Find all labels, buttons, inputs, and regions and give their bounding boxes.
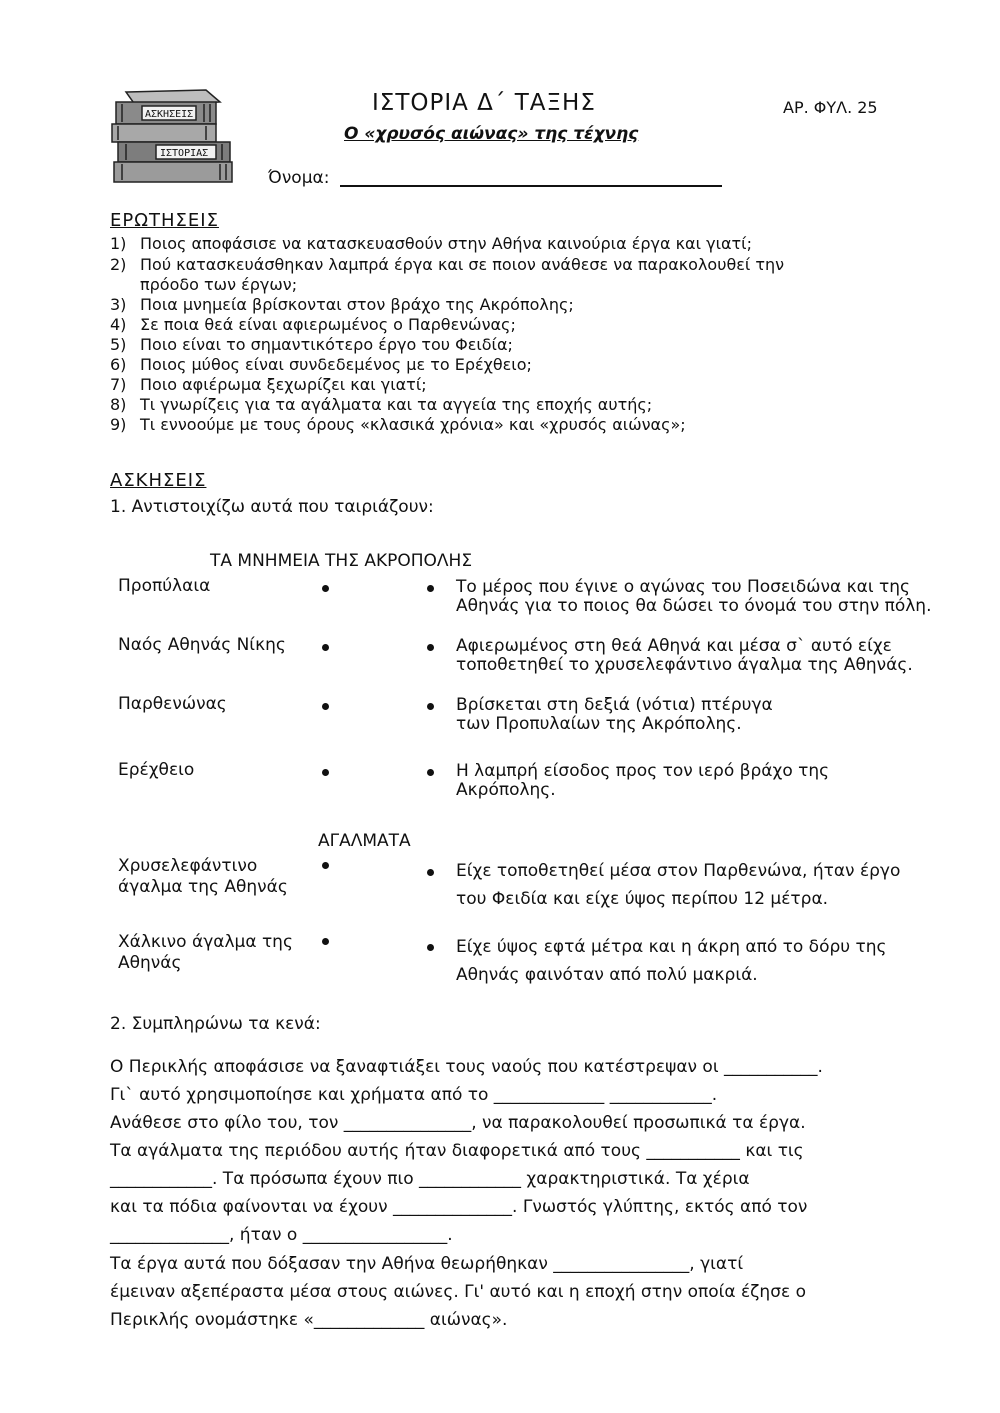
match-right-line: Ακρόπολης. (456, 780, 556, 800)
match-right-line: τοποθετηθεί το χρυσελεφάντινο άγαλμα της Αθηνάς. (456, 655, 913, 675)
match-dot-left[interactable] (322, 703, 329, 710)
match-dot-left[interactable] (322, 769, 329, 776)
match-right-line: Το μέρος που έγινε ο αγώνας του Ποσειδώνα και της (456, 577, 911, 597)
match-right-item (456, 696, 773, 734)
question-text: Ποιο είναι το σημαντικότερο έργο του Φειδία; (140, 335, 513, 354)
fill-blank-line[interactable]: Περικλής ονομάστηκε «_____________ αιώνας». (110, 1310, 508, 1330)
fill-blank-line[interactable]: Τα έργα αυτά που δόξασαν την Αθήνα θεωρήθηκαν ________________, γιατί (110, 1254, 744, 1274)
logo-text-top: ΑΣΚΗΣΕΙΣ (145, 109, 194, 120)
match-right-line: Αφιερωμένος στη θεά Αθηνά και μέσα σ` αυτό είχε (456, 636, 892, 656)
match-dot-left[interactable] (322, 862, 329, 869)
question-number: 1) (110, 234, 127, 253)
fill-blank-line[interactable]: Τα αγάλματα της περιόδου αυτής ήταν διαφορετικά από τους ___________ και τις (110, 1141, 804, 1161)
question-text: Ποιος αποφάσισε να κατασκευασθούν στην Αθήνα καινούρια έργα και γιατί; (140, 234, 752, 253)
name-label: Όνομα: (268, 168, 330, 188)
fill-blank-line[interactable]: ______________, ήταν ο _________________. (110, 1225, 453, 1245)
match-left-item: Παρθενώνας (118, 694, 227, 714)
match-right-line: των Προπυλαίων της Ακρόπολης. (456, 714, 742, 734)
match-right-item (456, 637, 913, 675)
question-item (110, 255, 784, 274)
question-text-continued: πρόοδο των έργων; (140, 275, 298, 294)
statues-heading: ΑΓΑΛΜΑΤΑ (318, 831, 411, 851)
match-right-item (456, 578, 932, 616)
name-input-line[interactable] (340, 185, 722, 187)
question-item (110, 415, 686, 434)
question-number: 6) (110, 355, 127, 374)
match-right-item (456, 762, 829, 800)
match-right-line: Αθηνάς φαινόταν από πολύ μακριά. (456, 965, 758, 985)
match-dot-left[interactable] (322, 938, 329, 945)
question-item (110, 395, 652, 414)
match-right-line: Είχε ύψος εφτά μέτρα και η άκρη από το δόρυ της (456, 937, 887, 957)
match-dot-left[interactable] (322, 585, 329, 592)
fill-blank-line[interactable]: Ο Περικλής αποφάσισε να ξαναφτιάξει τους ναούς που κατέστρεψαν οι ___________. (110, 1057, 823, 1077)
match-dot-right[interactable] (427, 644, 434, 651)
match-left-line: Αθηνάς (118, 953, 182, 973)
question-item (110, 375, 427, 394)
match-dot-right[interactable] (427, 585, 434, 592)
fill-blank-line[interactable]: Ανάθεσε στο φίλο του, τον _______________, να παρακολουθεί προσωπικά τα έργα. (110, 1113, 806, 1133)
question-number: 3) (110, 295, 127, 314)
question-text: Ποιος μύθος είναι συνδεδεμένος με το Ερέχθειο; (140, 355, 532, 374)
question-item (110, 315, 516, 334)
books-logo-icon (108, 88, 240, 186)
question-number: 4) (110, 315, 127, 334)
question-number: 9) (110, 415, 127, 434)
question-text: Ποιο αφιέρωμα ξεχωρίζει και γιατί; (140, 375, 427, 394)
questions-heading: ΕΡΩΤΗΣΕΙΣ (110, 210, 219, 231)
match-right-line: του Φειδία και είχε ύψος περίπου 12 μέτρα. (456, 889, 829, 909)
question-number: 2) (110, 255, 127, 274)
match-left-line: Χάλκινο άγαλμα της (118, 932, 293, 952)
match-right-line: Η λαμπρή είσοδος προς τον ιερό βράχο της (456, 761, 830, 781)
exercise-1-title: 1. Αντιστοιχίζω αυτά που ταιριάζουν: (110, 497, 434, 517)
question-number: 7) (110, 375, 127, 394)
question-item (110, 295, 574, 314)
match-right-line: Βρίσκεται στη δεξιά (νότια) πτέρυγα (456, 695, 773, 715)
exercise-2-title: 2. Συμπληρώνω τα κενά: (110, 1014, 321, 1034)
question-text: Τι γνωρίζεις για τα αγάλματα και τα αγγεία της εποχής αυτής; (140, 395, 653, 414)
match-right-item (456, 857, 900, 913)
question-item (110, 335, 513, 354)
question-text: Σε ποια θεά είναι αφιερωμένος ο Παρθενώνας; (140, 315, 516, 334)
match-dot-right[interactable] (427, 769, 434, 776)
match-right-line: Αθηνάς για το ποιος θα δώσει το όνομά του στην πόλη. (456, 596, 932, 616)
fill-blank-line: έμειναν αξεπέραστα μέσα στους αιώνες. Γι' αυτό και η εποχή στην οποία έζησε ο (110, 1282, 806, 1302)
question-text: Πού κατασκευάσθηκαν λαμπρά έργα και σε ποιον ανάθεσε να παρακολουθεί την (140, 255, 785, 274)
match-left-item: Ναός Αθηνάς Νίκης (118, 635, 286, 655)
match-left-line: Χρυσελεφάντινο (118, 856, 258, 876)
sheet-number: ΑΡ. ΦΥΛ. 25 (783, 98, 878, 117)
question-number: 5) (110, 335, 127, 354)
match-dot-left[interactable] (322, 644, 329, 651)
match-dot-right[interactable] (427, 869, 434, 876)
match-right-item (456, 933, 887, 989)
match-left-item: Προπύλαια (118, 576, 211, 596)
monuments-heading: ΤΑ ΜΝΗΜΕΙΑ ΤΗΣ ΑΚΡΟΠΟΛΗΣ (210, 551, 473, 571)
exercises-heading: ΑΣΚΗΣΕΙΣ (110, 470, 207, 491)
worksheet-subtitle: Ο «χρυσός αιώνας» της τέχνης (344, 124, 639, 144)
question-text: Ποια μνημεία βρίσκονται στον βράχο της Ακρόπολης; (140, 295, 574, 314)
fill-blank-line[interactable]: ____________. Τα πρόσωπα έχουν πιο ____________ χαρακτηριστικά. Τα χέρια (110, 1169, 750, 1189)
match-right-line: Είχε τοποθετηθεί μέσα στον Παρθενώνα, ήταν έργο (456, 861, 901, 881)
match-left-item (118, 856, 288, 898)
question-number: 8) (110, 395, 127, 414)
fill-blank-line[interactable]: Γι` αυτό χρησιμοποίησε και χρήματα από το _____________ ____________. (110, 1085, 718, 1105)
logo-text-bottom: ΙΣΤΟΡΙΑΣ (160, 148, 209, 159)
match-dot-right[interactable] (427, 703, 434, 710)
question-item (110, 355, 532, 374)
match-left-item: Ερέχθειο (118, 760, 195, 780)
fill-blank-line[interactable]: και τα πόδια φαίνονται να έχουν ______________. Γνωστός γλύπτης, εκτός από τον (110, 1197, 808, 1217)
worksheet-title: ΙΣΤΟΡΙΑ Δ΄ ΤΑΞΗΣ (372, 90, 596, 116)
question-text: Τι εννοούμε με τους όρους «κλασικά χρόνια» και «χρυσός αιώνας»; (140, 415, 686, 434)
match-left-line: άγαλμα της Αθηνάς (118, 877, 288, 897)
match-dot-right[interactable] (427, 944, 434, 951)
question-item (110, 234, 752, 253)
match-left-item (118, 932, 293, 974)
